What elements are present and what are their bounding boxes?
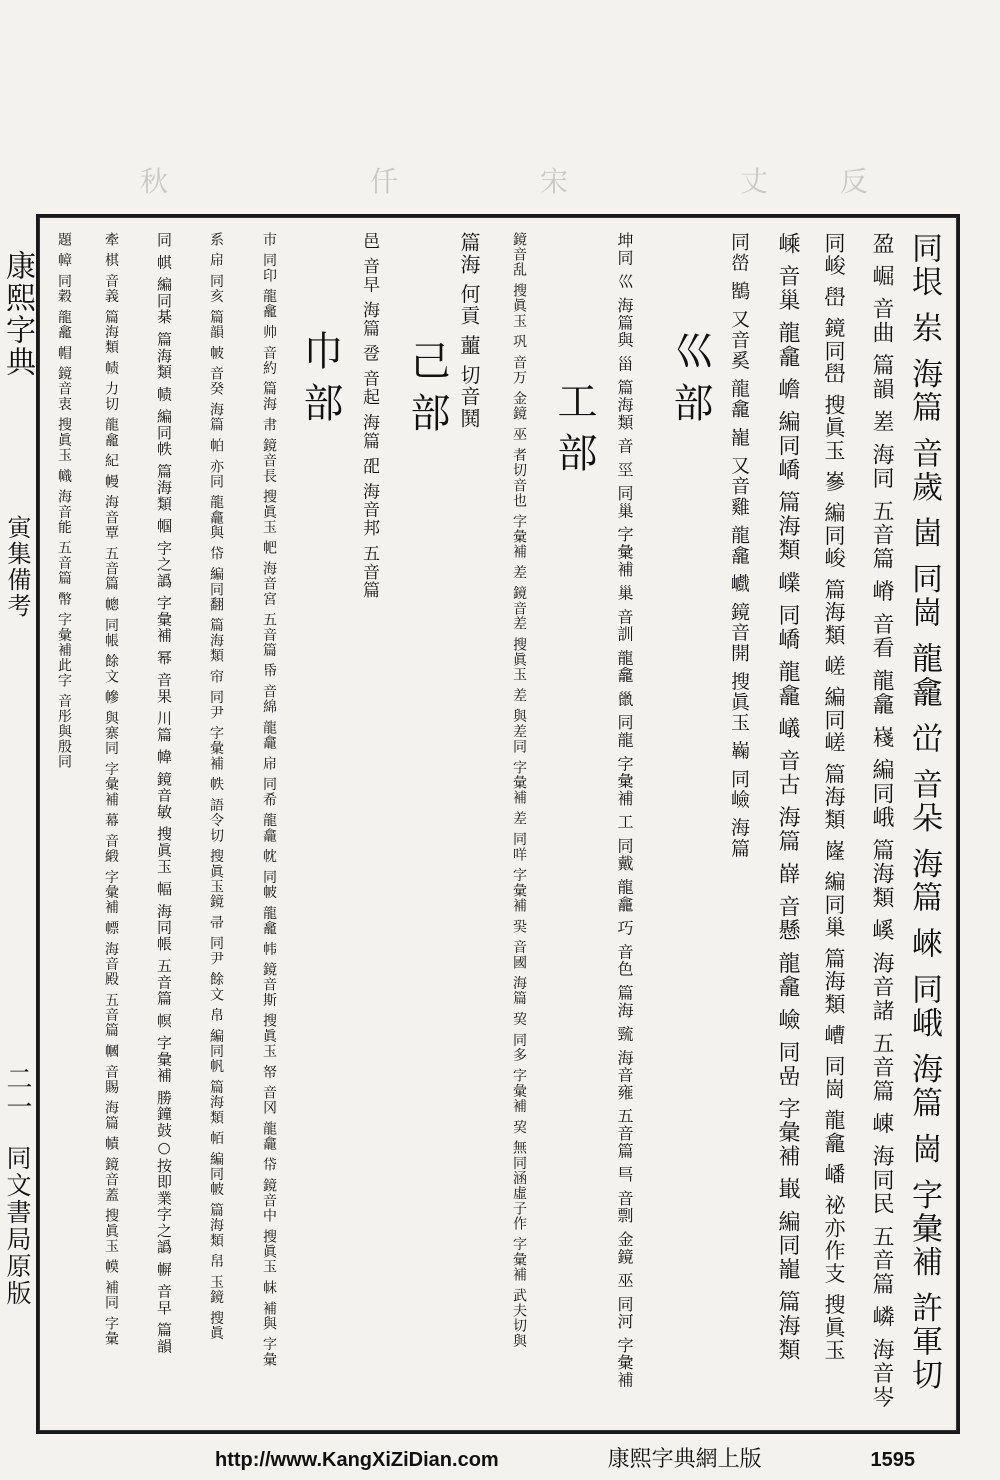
bleed-through-glyph: 秋 bbox=[140, 165, 169, 198]
site-url[interactable]: http://www.KangXiZiDian.com bbox=[215, 1449, 499, 1471]
page-number: 1595 bbox=[870, 1449, 915, 1471]
entry-column: 同垠 岽 海篇 音歲 崮 同崗 龍龕 峃 音朵 海篇 崍 同峨 海篇 崗 字彙補 許軍切 bbox=[906, 232, 942, 1393]
page-marker: 二一 bbox=[2, 1065, 32, 1121]
entry-column: 盈 崛 音曲 篇韻 嵳 海同 五音篇 嵴 音看 龍龕 嶘 編同峨 篇海類 嵠 海音諸 五音篇 崠 海同民 五音篇 嶙 海音岑 bbox=[869, 232, 894, 1410]
page-footer bbox=[215, 1442, 915, 1473]
bleed-through-glyph: 宋 bbox=[540, 165, 569, 198]
book-title: 康熙字典 bbox=[0, 250, 35, 378]
entry-column: 同峻 嶨 鏡同嶨 搜眞玉 嵾 編同峻 篇海類 嵯 編同嵯 篇海類 嶐 編同巢 篇海類 嶆 同崗 龍龕 嶓 祕亦作支 搜眞玉 bbox=[822, 232, 846, 1362]
bleed-through-glyph: 反 bbox=[840, 165, 869, 198]
entry-column: 題 幛 同穀 龍龕 帽 鏡音衷 搜眞玉 幟 海音能 五音篇 幣 字彙補此字 音彤與殷同 bbox=[56, 232, 72, 770]
entry-column: 同嵤 鶛 又音奚 龍龕 巃 又音雞 龍龕 巇 鏡音開 搜眞玉 巈 同嶮 海篇 bbox=[728, 232, 750, 859]
entry-column: 牽 棋 音義 篇海類 帻 力切 龍龕 紀 幔 海音覃 五音篇 幒 同帳 餘文 幓 與寨同 字彙補 幕 音緞 字彙補 幖 海音殿 五音篇 幗 音賜 海篇 幘 鏡音蓋 搜眞玉 幙 補同 字彙 bbox=[103, 232, 119, 1347]
entry-column: 巿 同印 龍龕 帅 音約 篇海 帇 鏡音長 搜眞玉 帊 海音宮 五音篇 帋 音綿 龍龕 帍 同希 龍龕 帎 同帔 龍龕 帏 鏡音斯 搜眞玉 帑 音冈 龍龕 帒 鏡音中 搜眞玉 帓 補與 字彙 bbox=[261, 232, 277, 1368]
entry-column: 系 帍 同亥 篇韻 帔 音癸 海篇 帕 亦同 龍龕與 帒 編同翻 篇海類 帘 同尹 字彙補 帙 語令切 搜眞玉鏡 帚 同尹 餘文 帛 編同帆 篇海類 帞 編同帔 篇海類 帠 玉鏡 搜眞 bbox=[208, 232, 224, 1341]
publisher-mark: 同文書局原版 bbox=[3, 1145, 32, 1307]
entry-column: 鏡音乱 搜眞玉 巩 音万 金鏡 巫 者切音也 字彙補 差 鏡音差 搜眞玉 差 與差同 字彙補 差 同咩 字彙補 巬 音國 海篇 巭 同多 字彙補 巭 無同涵虛子作 字彙補 武夫切與 bbox=[511, 232, 527, 1349]
radical-heading: 巛部 bbox=[667, 330, 713, 434]
entry-column: 邑 音早 海篇 卺 音起 海篇 巶 海音邦 五音篇 bbox=[359, 232, 379, 600]
bleed-through-glyph: 丈 bbox=[740, 165, 769, 198]
entry-column: 嵊 音巢 龍龕 嶦 編同嶠 篇海類 嶫 同嶠 龍龕 嶬 音古 海篇 嶭 音懸 龍龕 嶮 同嵒 字彙補 嶯 編同巃 篇海類 bbox=[775, 232, 800, 1362]
bleed-through-glyph: 仟 bbox=[370, 165, 399, 198]
section-name: 寅集備考 bbox=[3, 515, 31, 619]
margin-rail bbox=[0, 225, 34, 1405]
entry-column: 同 帺 編同棊 篇海類 帻 編同帙 篇海類 帼 字之譌 字彙補 幂 音果 川篇 幃 鏡音敏 搜眞玉 幅 海同帳 五音篇 幎 字彙補 勝鐘鼓○按即業字之譌 幈 音早 篇韻 bbox=[155, 232, 173, 1355]
edition-label: 康熙字典網上版 bbox=[607, 1447, 762, 1472]
entry-column: 篇海 何貢 蘁 切音鬨 bbox=[457, 232, 481, 430]
entry-column: 坤同 巛 海篇與 甾 篇海類 音 巠 同巢 字彙補 巢 音訓 龍龕 巤 同龍 字彙補 工 同戴 龍龕 巧 音色 篇海 巰 海音雍 五音篇 巪 音剽 金鏡 巫 同河 字彙補 bbox=[615, 232, 634, 1389]
radical-heading: 工部 bbox=[551, 380, 597, 484]
bleed-through-marks bbox=[40, 150, 960, 210]
radical-heading: 己部 bbox=[404, 340, 450, 444]
radical-heading: 巾部 bbox=[297, 330, 343, 434]
